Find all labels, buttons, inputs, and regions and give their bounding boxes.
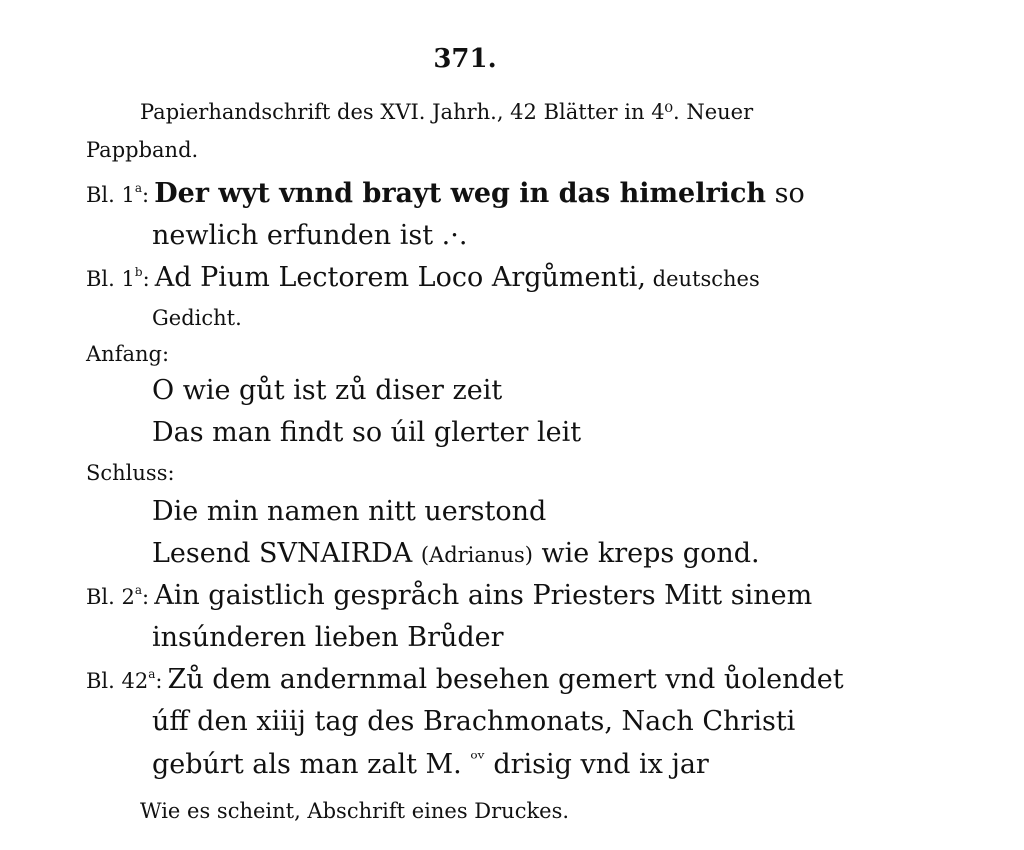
- entry-1-heading: [86, 178, 805, 209]
- footer-note: Wie es scheint, Abschrift eines Druckes.: [140, 799, 570, 823]
- schluss-verse-1: Die min namen nitt uerstond: [152, 496, 547, 527]
- entry-4-label-colon: :: [155, 669, 163, 693]
- entry-2-label-prefix: Bl. 1: [86, 267, 135, 291]
- entry-4-line-3-mark: ᵒᵛ: [470, 748, 485, 770]
- entry-2-title: Ad Pium Lectorem Loco Argůmenti,: [154, 262, 646, 293]
- entry-2-label: [86, 267, 150, 291]
- entry-1-title: Der wyt vnnd brayt weg in das himelrich: [154, 178, 767, 209]
- anfang-label: Anfang:: [86, 342, 170, 366]
- entry-4-line-1: Zů dem andernmal besehen gemert vnd ůolendet: [167, 664, 844, 695]
- entry-4-line-3: [152, 748, 709, 780]
- entry-2-line-2: Gedicht.: [152, 306, 242, 330]
- entry-1-label-colon: :: [142, 183, 150, 207]
- entry-2-heading: [86, 262, 760, 293]
- intro-line-1: Papierhandschrift des XVI. Jahrh., 42 Blätter in 4⁰. Neuer: [140, 100, 754, 124]
- entry-3-line-2: insúnderen lieben Brůder: [152, 622, 504, 653]
- entry-2-note: deutsches: [645, 267, 760, 291]
- schluss-label: Schluss:: [86, 461, 175, 485]
- entry-3-line-1: Ain gaistlich gespråch ains Priesters Mitt sinem: [154, 580, 813, 611]
- schluss-verse-2-a: Lesend SVNAIRDA: [152, 538, 421, 569]
- entry-3-label: [86, 585, 149, 609]
- entry-4-heading: [86, 664, 844, 695]
- entry-4-line-3-b: drisig vnd ix jar: [484, 749, 709, 780]
- entry-3-label-colon: :: [142, 585, 150, 609]
- anfang-verse-2: Das man findt so úil glerter leit: [152, 417, 582, 448]
- schluss-verse-2-note: (Adrianus): [420, 543, 533, 567]
- entry-2-label-colon: :: [142, 267, 150, 291]
- page-number: 371.: [433, 44, 497, 74]
- entry-2-label-sup: b: [134, 265, 143, 279]
- entry-1-line-2: newlich erfunden ist .·.: [152, 220, 468, 251]
- entry-4-line-2: úff den xiiij tag des Brachmonats, Nach Christi: [152, 706, 796, 737]
- entry-3-heading: [86, 580, 812, 611]
- entry-3-label-prefix: Bl. 2: [86, 585, 135, 609]
- entry-1-label-prefix: Bl. 1: [86, 183, 135, 207]
- intro-line-2: Pappband.: [86, 138, 199, 162]
- entry-3-label-sup: a: [134, 583, 143, 597]
- entry-4-label-prefix: Bl. 42: [86, 669, 149, 693]
- entry-4-label: [86, 669, 162, 693]
- entry-4-line-3-a: gebúrt als man zalt M.: [152, 749, 471, 780]
- entry-4-label-sup: a: [148, 667, 156, 681]
- entry-1-title-rest: so: [766, 178, 805, 209]
- schluss-verse-2-b: wie kreps gond.: [532, 538, 760, 569]
- anfang-verse-1: O wie gůt ist zů diser zeit: [152, 375, 503, 406]
- schluss-verse-2: [152, 538, 760, 569]
- entry-1-label-sup: a: [134, 181, 143, 195]
- entry-1-label: [86, 183, 149, 207]
